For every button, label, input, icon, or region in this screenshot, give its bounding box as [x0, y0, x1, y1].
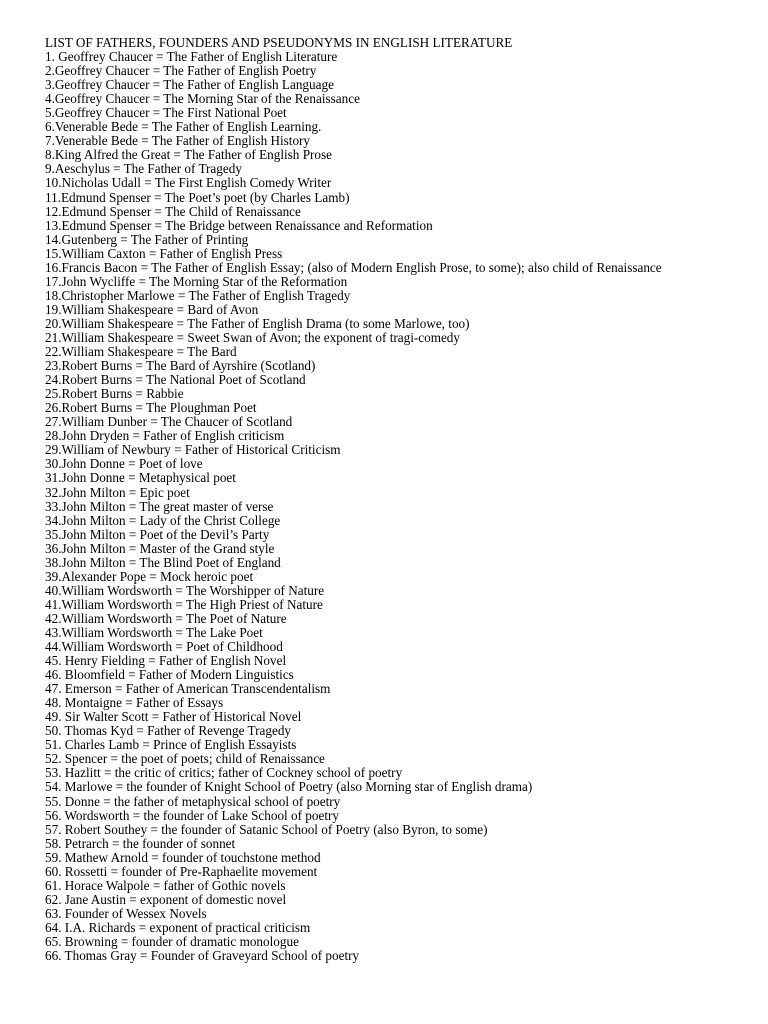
list-item: 50. Thomas Kyd = Father of Revenge Tragedy — [45, 723, 292, 739]
list-item: 36.John Milton = Master of the Grand style — [45, 540, 275, 556]
list-item: 34.John Milton = Lady of the Christ College — [45, 512, 281, 528]
list-item: 26.Robert Burns = The Ploughman Poet — [45, 400, 257, 416]
list-item: 57. Robert Southey = the founder of Satanic School of Poetry (also Byron, to some) — [45, 821, 488, 837]
list-item: 6.Venerable Bede = The Father of English Learning. — [45, 119, 322, 135]
list-item: 47. Emerson = Father of American Transcendentalism — [45, 681, 331, 697]
list-item: 7.Venerable Bede = The Father of English History — [45, 133, 311, 149]
list-item: 46. Bloomfield = Father of Modern Linguistics — [45, 667, 294, 683]
list-item: 9.Aeschylus = The Father of Tragedy — [45, 161, 242, 177]
list-item: 43.William Wordsworth = The Lake Poet — [45, 624, 263, 640]
list-item: 12.Edmund Spenser = The Child of Renaissance — [45, 203, 301, 219]
list-item: 27.William Dunber = The Chaucer of Scotland — [45, 414, 293, 430]
list-item: 11.Edmund Spenser = The Poet’s poet (by Charles Lamb) — [45, 189, 350, 205]
list-item: 16.Francis Bacon = The Father of English Essay; (also of Modern English Prose, to some); also child of Renaissance — [45, 259, 662, 275]
list-item: 41.William Wordsworth = The High Priest of Nature — [45, 596, 323, 612]
list-item: 1. Geoffrey Chaucer = The Father of English Literature — [45, 49, 338, 65]
list-item: 51. Charles Lamb = Prince of English Essayists — [45, 737, 297, 753]
list-item: 19.William Shakespeare = Bard of Avon — [45, 301, 259, 317]
list-item: 62. Jane Austin = exponent of domestic novel — [45, 891, 287, 907]
list-item: 38.John Milton = The Blind Poet of England — [45, 554, 281, 570]
list-item: 32.John Milton = Epic poet — [45, 484, 190, 500]
list-item: 58. Petrarch = the founder of sonnet — [45, 835, 236, 851]
list-item: 49. Sir Walter Scott = Father of Historical Novel — [45, 709, 302, 725]
list-item: 64. I.A. Richards = exponent of practical criticism — [45, 919, 311, 935]
list-item: 17.John Wycliffe = The Morning Star of the Reformation — [45, 273, 348, 289]
list-item: 59. Mathew Arnold = founder of touchstone method — [45, 849, 321, 865]
list-item: 15.William Caxton = Father of English Press — [45, 245, 283, 261]
list-item: 25.Robert Burns = Rabbie — [45, 386, 184, 402]
list-item: 35.John Milton = Poet of the Devil’s Party — [45, 526, 270, 542]
list-item: 23.Robert Burns = The Bard of Ayrshire (Scotland) — [45, 358, 316, 374]
list-item: 42.William Wordsworth = The Poet of Nature — [45, 610, 287, 626]
list-item: 40.William Wordsworth = The Worshipper of Nature — [45, 582, 325, 598]
list-item: 28.John Dryden = Father of English criticism — [45, 428, 285, 444]
list-item: 63. Founder of Wessex Novels — [45, 905, 207, 921]
document-page — [45, 36, 723, 963]
list-item: 21.William Shakespeare = Sweet Swan of Avon; the exponent of tragi-comedy — [45, 329, 460, 345]
list-item: 24.Robert Burns = The National Poet of Scotland — [45, 372, 306, 388]
list-item: 60. Rossetti = founder of Pre-Raphaelite movement — [45, 863, 318, 879]
list-item: 66. Thomas Gray = Founder of Graveyard School of poetry — [45, 948, 360, 964]
list-item: 30.John Donne = Poet of love — [45, 456, 203, 472]
list-item: 48. Montaigne = Father of Essays — [45, 695, 224, 711]
list-item: 2.Geoffrey Chaucer = The Father of English Poetry — [45, 63, 317, 79]
list-item: 45. Henry Fielding = Father of English Novel — [45, 653, 287, 669]
list-item: 44.William Wordsworth = Poet of Childhood — [45, 639, 283, 655]
list-item: 65. Browning = founder of dramatic monologue — [45, 934, 299, 949]
list-item: 39.Alexander Pope = Mock heroic poet — [45, 568, 254, 584]
list-item: 55. Donne = the father of metaphysical school of poetry — [45, 793, 341, 809]
list-item: 3.Geoffrey Chaucer = The Father of English Language — [45, 77, 334, 93]
list-item: 31.John Donne = Metaphysical poet — [45, 470, 236, 486]
list-item: 14.Gutenberg = The Father of Printing — [45, 231, 249, 247]
list-item: 5.Geoffrey Chaucer = The First National Poet — [45, 105, 287, 121]
list-item: 8.King Alfred the Great = The Father of English Prose — [45, 147, 333, 163]
list-item: 61. Horace Walpole = father of Gothic novels — [45, 877, 286, 893]
list-item: 10.Nicholas Udall = The First English Comedy Writer — [45, 175, 332, 191]
entry-list — [45, 50, 723, 963]
list-item: 54. Marlowe = the founder of Knight School of Poetry (also Morning star of English drama) — [45, 779, 533, 795]
list-item: 52. Spencer = the poet of poets; child of Renaissance — [45, 751, 325, 767]
list-item: 56. Wordsworth = the founder of Lake School of poetry — [45, 807, 339, 823]
list-item: 29.William of Newbury = Father of Historical Criticism — [45, 442, 341, 458]
list-item: 33.John Milton = The great master of verse — [45, 498, 274, 514]
list-item: 18.Christopher Marlowe = The Father of English Tragedy — [45, 287, 351, 303]
list-item: 13.Edmund Spenser = The Bridge between Renaissance and Reformation — [45, 217, 433, 233]
document-title: LIST OF FATHERS, FOUNDERS AND PSEUDONYMS IN ENGLISH LITERATURE — [45, 35, 513, 50]
list-item: 20.William Shakespeare = The Father of English Drama (to some Marlowe, too) — [45, 315, 470, 331]
list-item: 22.William Shakespeare = The Bard — [45, 344, 237, 360]
list-item: 4.Geoffrey Chaucer = The Morning Star of the Renaissance — [45, 91, 360, 107]
list-item: 53. Hazlitt = the critic of critics; father of Cockney school of poetry — [45, 765, 403, 781]
